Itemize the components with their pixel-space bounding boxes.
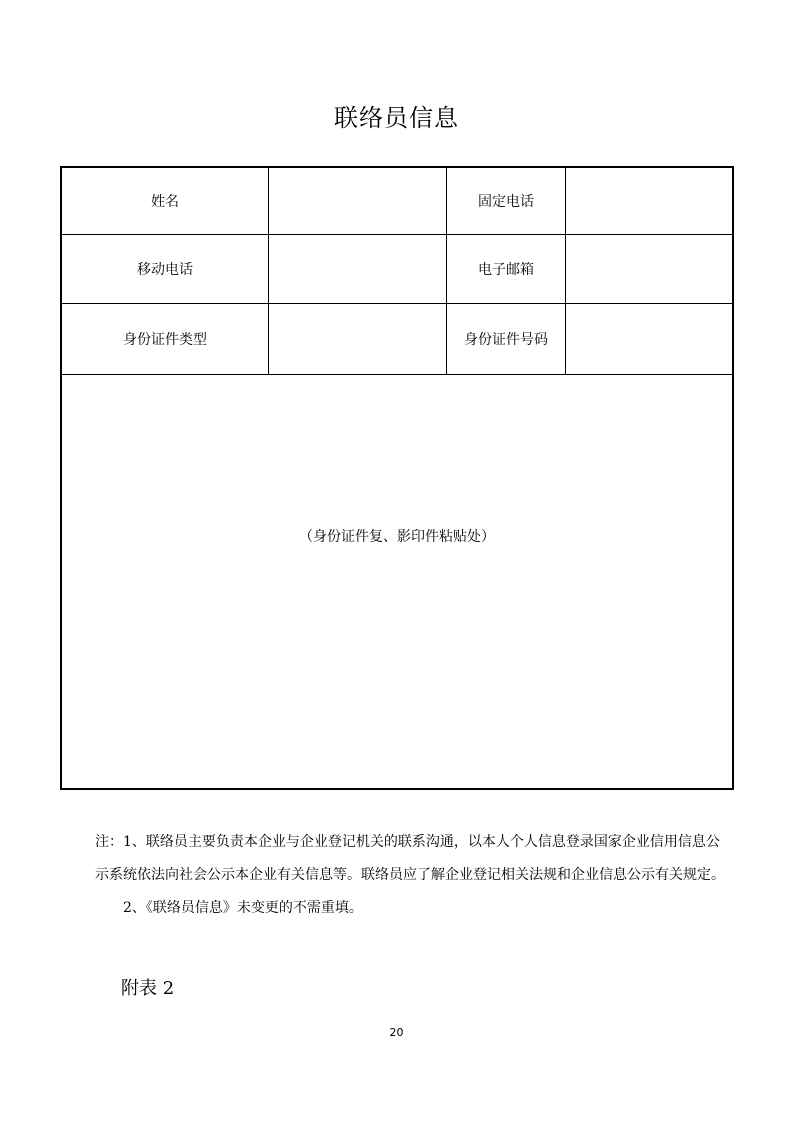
paste-area-label: （身份证件复、影印件粘贴处） (299, 529, 495, 545)
email-label: 电子邮箱 (447, 235, 566, 303)
id-copy-paste-area (62, 375, 732, 788)
contact-info-table (60, 166, 734, 790)
landline-label: 固定电话 (447, 168, 566, 234)
table-row (62, 304, 732, 375)
notes-section (95, 826, 735, 925)
mobile-value-cell (269, 235, 447, 303)
page-title: 联络员信息 (334, 104, 459, 132)
id-number-value-cell (566, 304, 732, 374)
id-type-label: 身份证件类型 (62, 304, 269, 374)
landline-value-cell (566, 168, 732, 234)
name-label: 姓名 (62, 168, 269, 234)
name-value-cell (269, 168, 447, 234)
note-line-3: 2、《联络员信息》未变更的不需重填。 (123, 900, 363, 916)
mobile-label: 移动电话 (62, 235, 269, 303)
email-value-cell (566, 235, 732, 303)
table-row (62, 235, 732, 304)
page-number: 20 (389, 1026, 404, 1039)
appendix-label: 附表 2 (121, 978, 175, 999)
note-line-1: 注：1、联络员主要负责本企业与企业登记机关的联系沟通，以本人个人信息登录国家企业信用信息公 (95, 834, 720, 850)
table-row (62, 168, 732, 235)
id-number-label: 身份证件号码 (447, 304, 566, 374)
id-type-value-cell (269, 304, 447, 374)
note-line-2: 示系统依法向社会公示本企业有关信息等。联络员应了解企业登记相关法规和企业信息公示有关规定。 (95, 867, 725, 883)
